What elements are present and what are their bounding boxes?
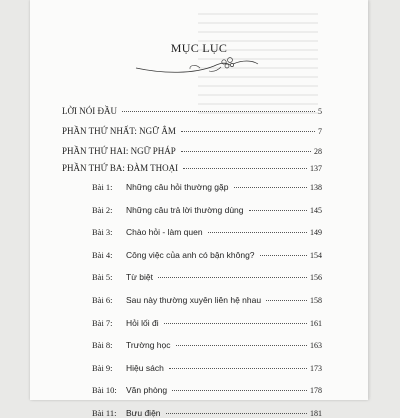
- toc-entry-lesson-7[interactable]: Bài 7: Hỏi lối đi 161: [92, 317, 322, 328]
- dot-leader: [183, 168, 307, 169]
- dot-leader: [249, 210, 307, 211]
- toc-entry-preface[interactable]: LỜI NÓI ĐẦU 5: [62, 106, 322, 116]
- toc-entry-part-2[interactable]: PHẦN THỨ HAI: NGỮ PHÁP 28: [62, 146, 322, 156]
- toc-entry-lesson-5[interactable]: Bài 5: Từ biệt 156: [92, 272, 322, 283]
- toc-entry-lesson-1[interactable]: Bài 1: Những câu hỏi thường gặp 138: [92, 182, 322, 192]
- dot-leader: [176, 345, 308, 346]
- dot-leader: [122, 111, 315, 112]
- dot-leader: [208, 232, 307, 233]
- toc-entry-lesson-10[interactable]: Bài 10: Văn phòng 178: [92, 385, 322, 396]
- toc-entry-lesson-4[interactable]: Bài 4: Công việc của anh có bận không? 154: [92, 249, 322, 260]
- dot-leader: [169, 368, 307, 369]
- toc-entry-lesson-8[interactable]: Bài 8: Trường học 163: [92, 340, 322, 351]
- dot-leader: [234, 187, 308, 188]
- dot-leader: [181, 151, 311, 152]
- dot-leader: [166, 413, 307, 414]
- toc-title: MỤC LỤC: [170, 41, 228, 55]
- toc-entry-lesson-9[interactable]: Bài 9: Hiệu sách 173: [92, 362, 322, 373]
- book-page: [30, 0, 368, 418]
- dot-leader: [172, 390, 307, 391]
- toc-entry-part-3[interactable]: PHẦN THỨ BA: ĐÀM THOẠI 137: [62, 163, 322, 173]
- dot-leader: [181, 131, 315, 132]
- toc-entry-part-1[interactable]: PHẦN THỨ NHẤT: NGỮ ÂM 7: [62, 126, 322, 136]
- dot-leader: [266, 300, 307, 301]
- toc-entry-lesson-2[interactable]: Bài 2: Những câu trả lời thường dùng 145: [92, 204, 322, 215]
- dot-leader: [164, 323, 307, 324]
- flourish-ornament-icon: [134, 54, 260, 76]
- toc-entry-lesson-3[interactable]: Bài 3: Chào hỏi - làm quen 149: [92, 227, 322, 238]
- toc-entry-lesson-6[interactable]: Bài 6: Sau này thường xuyên liên hệ nhau 158: [92, 295, 322, 305]
- dot-leader: [260, 255, 307, 256]
- dot-leader: [158, 277, 307, 278]
- toc-entry-lesson-11[interactable]: Bài 11: Bưu điện 181: [92, 408, 322, 418]
